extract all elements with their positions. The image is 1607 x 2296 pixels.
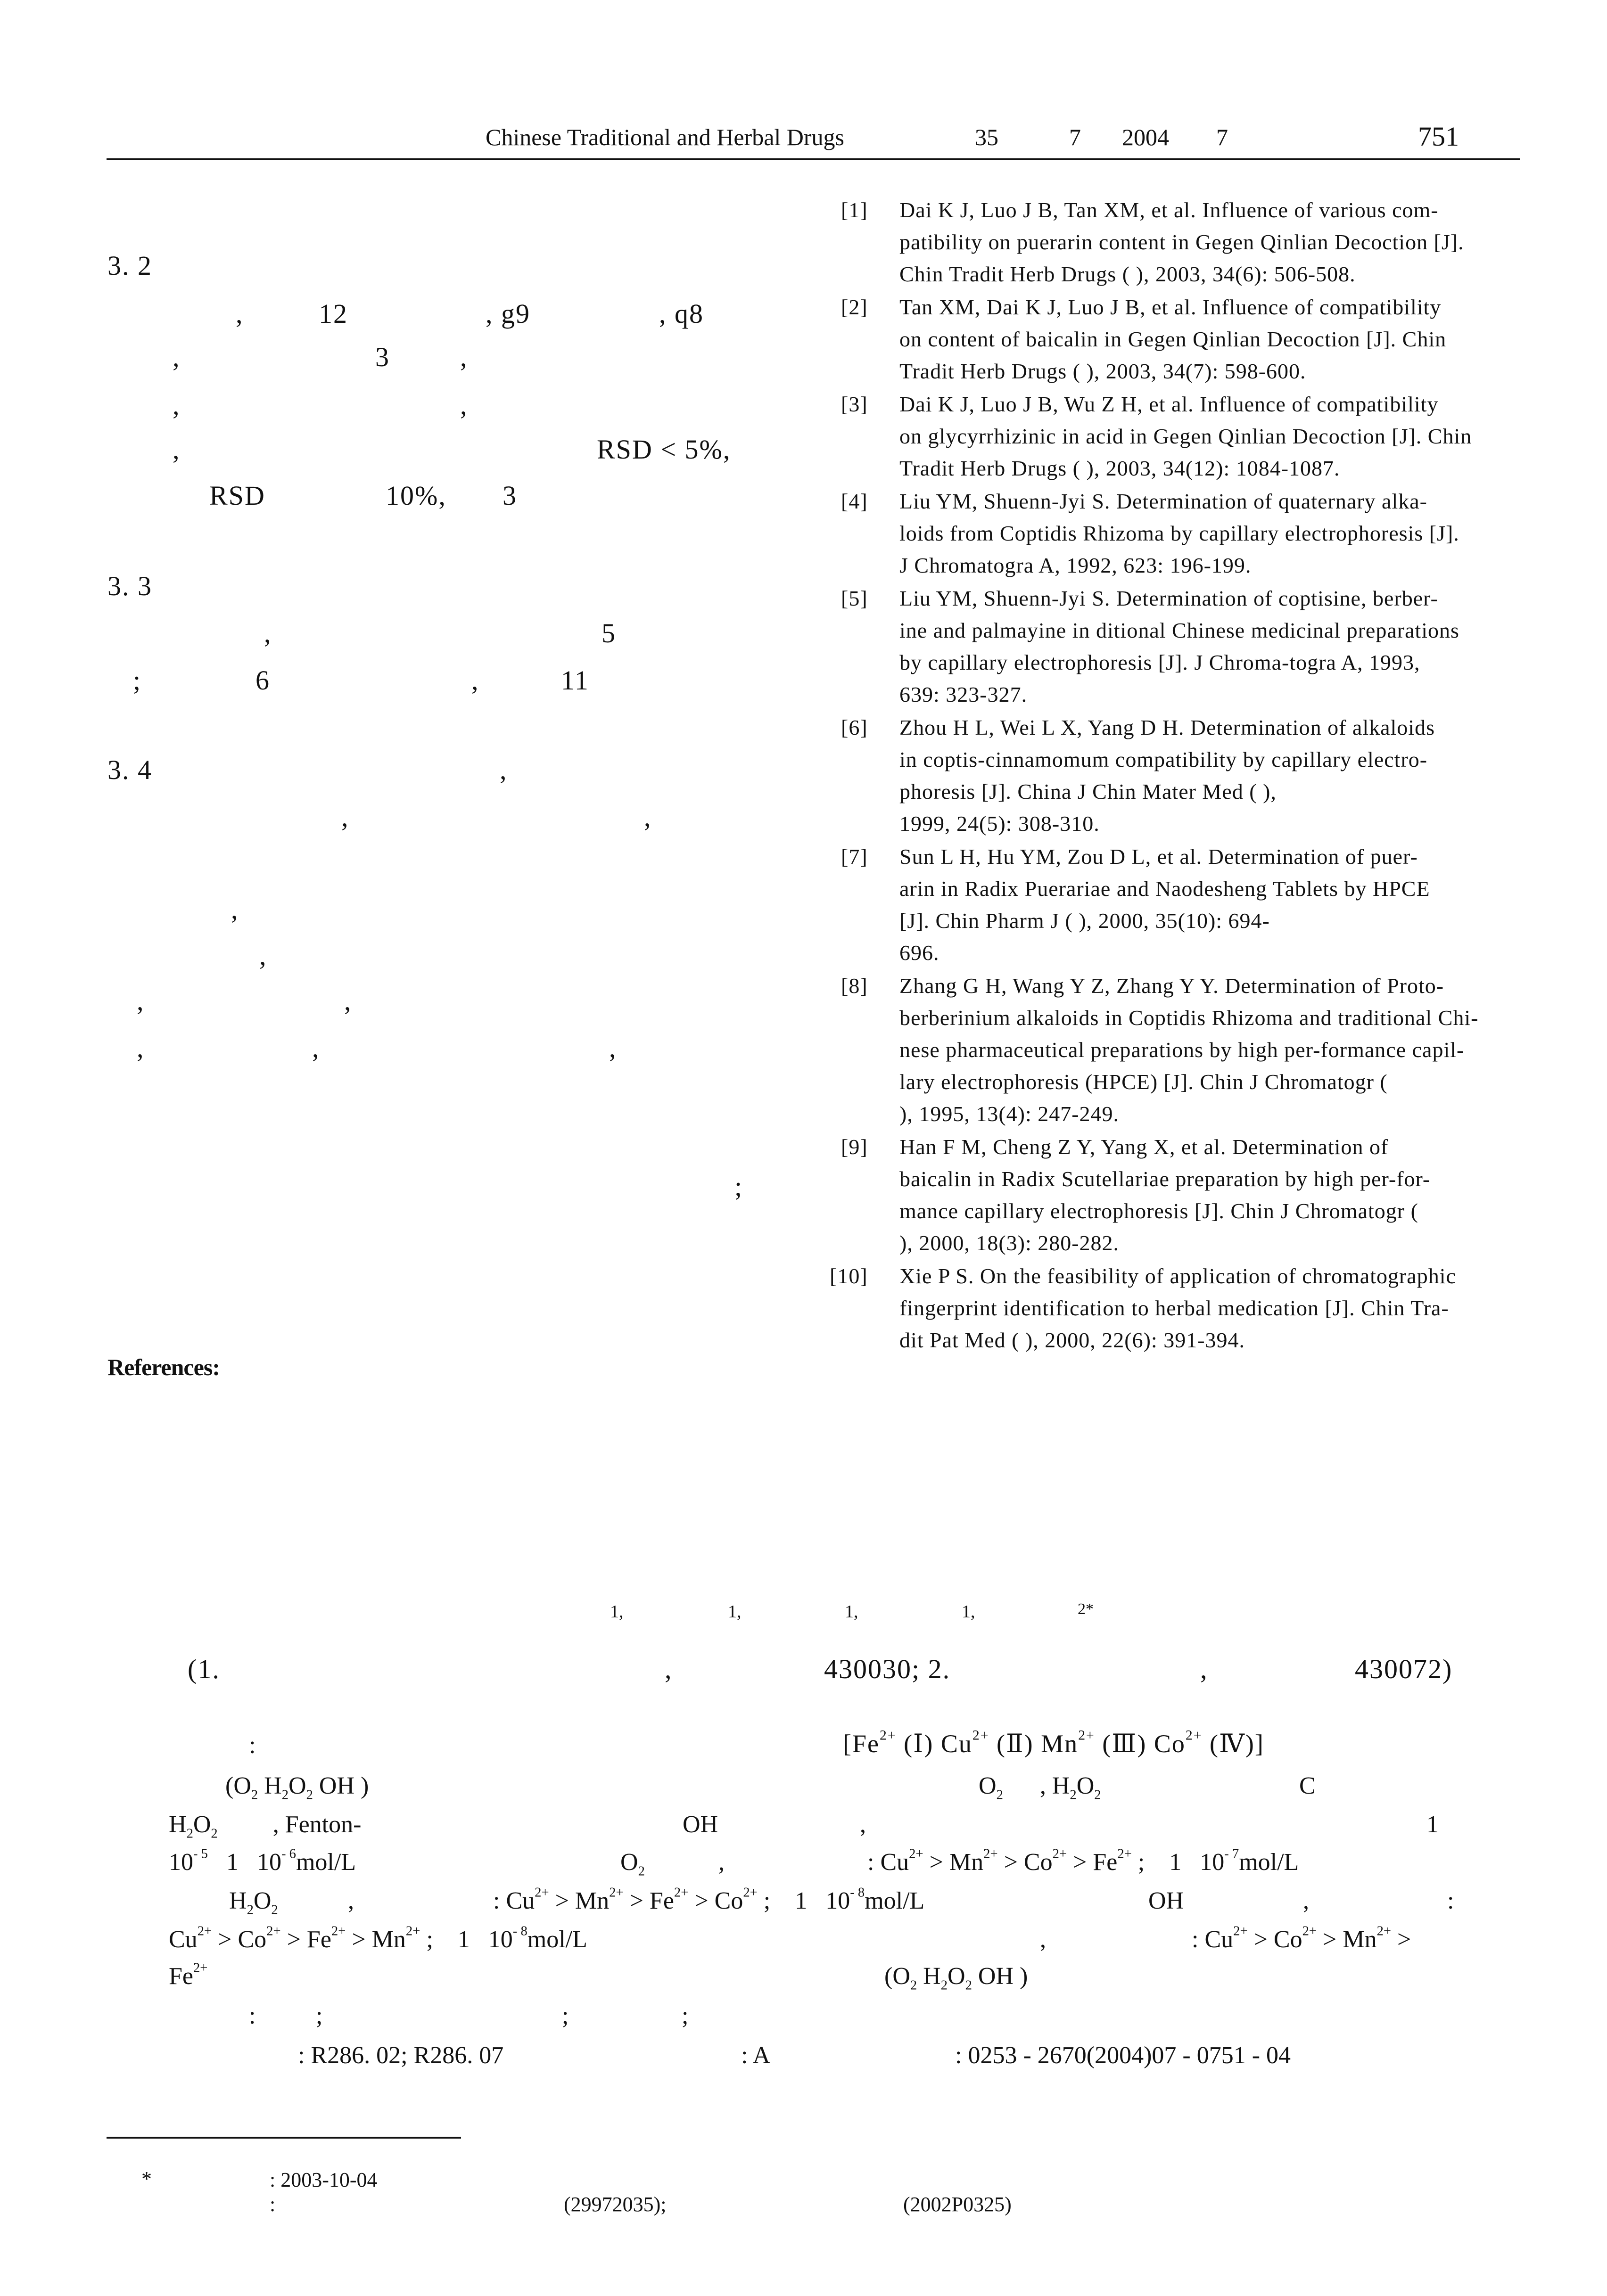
running-header-journal: Chinese Traditional and Herbal Drugs [486, 124, 845, 150]
abstract-order1: : $Cu^{2+} > Mn^{2+} > Co^{2+} > Fe^{2+}$ ; 1 $10^{- 7}mol/L$ [867, 1846, 1299, 1876]
section-heading-3-3: 3. 3 [107, 571, 152, 601]
reference-line: in coptis-cinnamomum compatibility by capillary electro- [899, 747, 1428, 771]
affiliation-prefix: (1. [188, 1654, 220, 1684]
reference-line: on glycyrrhizinic in acid in Gegen Qinlian Decoction [J]. Chin [899, 424, 1472, 448]
reference-number: [4] [841, 489, 868, 513]
abstract-one: 1 [1426, 1811, 1439, 1838]
running-header-year: 2004 [1122, 124, 1169, 150]
s33-l2-c: , [471, 665, 479, 696]
clc-number: : R286. 02; R286. 07 [298, 2042, 504, 2069]
article-id: : 0253 - 2670(2004)07 - 0751 - 04 [955, 2042, 1291, 2069]
reference-number: [10] [830, 1264, 868, 1288]
reference-line: ), 2000, 18(3): 280-282. [899, 1231, 1120, 1255]
section-heading-3-4: 3. 4 [107, 754, 152, 785]
s34-l0: , [500, 754, 508, 785]
s34-l4-a: , [137, 985, 145, 1016]
abstract-comma2: , [718, 1849, 725, 1876]
reference-line: Chin Tradit Herb Drugs ( ), 2003, 34(6): 506-508. [899, 262, 1356, 286]
reference-line: dit Pat Med ( ), 2000, 22(6): 391-394. [899, 1328, 1245, 1352]
reference-line: 1999, 24(5): 308-310. [899, 812, 1100, 836]
keywords-colon: : [249, 2002, 256, 2029]
reference-line: Tradit Herb Drugs ( ), 2003, 34(12): 1084-1087. [899, 456, 1340, 480]
header-rule [107, 158, 1520, 160]
reference-line: by capillary electrophoresis [J]. J Chroma-togra A, 1993, [899, 650, 1420, 674]
abstract-fe: $Fe^{2+}$ [169, 1960, 208, 1990]
reference-line: phoresis [J]. China J Chin Mater Med ( ), [899, 779, 1277, 804]
abstract-comma: , [860, 1811, 866, 1838]
s34-l1-a: , [341, 802, 349, 832]
abstract-h2o2-fenton: $H_2O_2$ , Fenton- [169, 1811, 362, 1841]
reference-line: Sun L H, Hu YM, Zou D L, et al. Determination of puer- [899, 845, 1418, 869]
abstract-h2o2-2: $H_2O_2$ [229, 1887, 278, 1918]
abstract-order2: : $Cu^{2+} > Mn^{2+} > Fe^{2+} > Co^{2+}$ ; 1 $10^{- 8}mol/L$ [493, 1885, 925, 1914]
s33-l2-a: ; [133, 665, 142, 696]
abstract-species: ($O_2$ $H_2O_2$ OH ) [225, 1772, 369, 1803]
keywords-sep: ; [316, 2002, 323, 2029]
reference-line: Dai K J, Luo J B, Tan XM, et al. Influence of various com- [899, 198, 1439, 222]
s33-l2-d: 11 [561, 665, 589, 696]
keywords-sep: ; [682, 2002, 689, 2029]
section-heading-3-2: 3. 2 [107, 250, 152, 281]
footnote-star: * [141, 2167, 152, 2190]
reference-line: 639: 323-327. [899, 682, 1028, 706]
reference-line: loids from Coptidis Rhizoma by capillary electrophoresis [J]. [899, 521, 1459, 545]
reference-line: mance capillary electrophoresis [J]. Chin J Chromatogr ( [899, 1199, 1418, 1223]
reference-line: Liu YM, Shuenn-Jyi S. Determination of coptisine, berber- [899, 586, 1438, 610]
reference-number: [2] [841, 295, 868, 319]
author-mark: 1, [845, 1602, 858, 1622]
reference-number: [5] [841, 586, 868, 610]
reference-line: patibility on puerarin content in Gegen Qinlian Decoction [J]. [899, 230, 1464, 254]
affiliation-comma2: , [1200, 1654, 1208, 1684]
reference-line: Xie P S. On the feasibility of application of chromatographic [899, 1264, 1456, 1288]
footnote-fund-colon: : [270, 2193, 276, 2216]
reference-line: [J]. Chin Pharm J ( ), 2000, 35(10): 694- [899, 909, 1270, 933]
reference-line: Dai K J, Luo J B, Wu Z H, et al. Influence of compatibility [899, 392, 1439, 416]
s32-l1-b: 12 [319, 298, 348, 329]
abstract-label-colon: : [249, 1732, 256, 1759]
s34-l5-b: , [312, 1033, 320, 1063]
s33-l1-a: , [264, 618, 272, 648]
s32-l2-c: , [460, 342, 468, 372]
s34-l4-b: , [344, 985, 352, 1016]
reference-number: [1] [841, 198, 868, 222]
s32-l5-b: 10%, [386, 480, 446, 511]
reference-number: [8] [841, 974, 868, 998]
reference-line: Tradit Herb Drugs ( ), 2003, 34(7): 598-600. [899, 359, 1306, 383]
reference-number: [6] [841, 715, 868, 739]
abstract-ions: [$Fe^{2+}$ (Ⅰ) $Cu^{2+}$ (Ⅱ) $Mn^{2+}$ (Ⅲ) $Co^{2+}$ (Ⅳ)] [843, 1728, 1264, 1758]
s34-l5-a: , [137, 1033, 145, 1063]
s34-l6: ; [734, 1171, 743, 1202]
affiliation-comma: , [665, 1654, 673, 1684]
s32-l1-c: , g9 [486, 298, 530, 329]
running-header-month: 7 [1216, 124, 1228, 150]
reference-line: arin in Radix Puerariae and Naodesheng Tablets by HPCE [899, 877, 1430, 901]
reference-line: J Chromatogra A, 1992, 623: 196-199. [899, 553, 1252, 577]
footnote-fund2: (2002P0325) [903, 2193, 1012, 2216]
keywords-sep: ; [562, 2002, 569, 2029]
footnote-received: : 2003-10-04 [270, 2168, 378, 2191]
s32-l5-c: 3 [503, 480, 517, 511]
abstract-colon2: : [1447, 1887, 1454, 1914]
reference-line: ), 1995, 13(4): 247-249. [899, 1102, 1120, 1126]
author-mark: 1, [728, 1602, 742, 1622]
reference-line: Han F M, Cheng Z Y, Yang X, et al. Determination of [899, 1135, 1389, 1159]
reference-line: Zhang G H, Wang Y Z, Zhang Y Y. Determination of Proto- [899, 974, 1444, 998]
document-code: : A [741, 2042, 771, 2069]
references-label: References: [107, 1354, 220, 1380]
s32-l2-a: , [173, 342, 181, 372]
reference-line: berberinium alkaloids in Coptidis Rhizoma and traditional Chi- [899, 1006, 1479, 1030]
reference-line: Liu YM, Shuenn-Jyi S. Determination of quaternary alka- [899, 489, 1427, 513]
reference-line: Zhou H L, Wei L X, Yang D H. Determination of alkaloids [899, 715, 1435, 739]
s32-l4-b: RSD < 5%, [597, 434, 731, 465]
reference-line: Tan XM, Dai K J, Luo J B, et al. Influence of compatibility [899, 295, 1442, 319]
footnote-fund1: (29972035); [564, 2193, 667, 2216]
s33-l2-b: 6 [255, 665, 270, 696]
author-mark: 1, [610, 1602, 624, 1622]
running-header-volume: 35 [975, 124, 998, 150]
footnote-rule [107, 2137, 461, 2139]
s34-l1-b: , [644, 802, 652, 832]
reference-number: [7] [841, 845, 868, 869]
reference-line: 696. [899, 941, 939, 965]
running-header-issue: 7 [1069, 124, 1081, 150]
reference-line: baicalin in Radix Scutellariae preparation by high per-for- [899, 1167, 1431, 1191]
reference-line: on content of baicalin in Gegen Qinlian Decoction [J]. Chin [899, 327, 1447, 351]
s32-l3-a: , [173, 390, 181, 420]
s34-l3: , [259, 940, 267, 971]
abstract-oh: OH [683, 1811, 718, 1838]
s32-l3-b: , [460, 390, 468, 420]
reference-number: [3] [841, 392, 868, 416]
s34-l5-c: , [609, 1033, 617, 1063]
abstract-comma3: , [348, 1887, 354, 1914]
reference-line: fingerprint identification to herbal medication [J]. Chin Tra- [899, 1296, 1449, 1320]
reference-line: lary electrophoresis (HPCE) [J]. Chin J Chromatogr ( [899, 1070, 1388, 1094]
abstract-oh2: OH [1148, 1887, 1184, 1914]
s32-l2-b: 3 [375, 342, 390, 372]
abstract-comma5: , [1040, 1926, 1046, 1953]
abstract-order4: : $Cu^{2+} > Co^{2+} > Mn^{2+}$ > [1192, 1924, 1411, 1953]
abstract-comma4: , [1303, 1887, 1309, 1914]
abstract-order3: $Cu^{2+} > Co^{2+} > Fe^{2+} > Mn^{2+}$ ; 1 $10^{- 8}mol/L$ [169, 1924, 587, 1953]
abstract-c: C [1299, 1772, 1316, 1799]
affiliation-zip1: 430030; 2. [824, 1654, 951, 1684]
abstract-o2-b: $O_2$ [620, 1849, 645, 1879]
reference-line: ine and palmayine in ditional Chinese medicinal preparations [899, 618, 1459, 642]
affiliation-zip2: 430072) [1355, 1654, 1453, 1684]
abstract-species2: ($O_2$ $H_2O_2$ OH ) [884, 1963, 1028, 1993]
author-mark: 1, [962, 1602, 975, 1622]
reference-number: [9] [841, 1135, 868, 1159]
reference-line: nese pharmaceutical preparations by high per-formance capil- [899, 1038, 1465, 1062]
s32-l1-a: , [236, 298, 244, 329]
s32-l1-d: , q8 [659, 298, 704, 329]
author-mark: 2* [1078, 1600, 1094, 1618]
abstract-conc1: $10^{- 5}$ 1 $10^{- 6}mol/L$ [169, 1846, 356, 1876]
s34-l2: , [231, 894, 239, 925]
s32-l5-a: RSD [209, 480, 265, 511]
abstract-o2: $O_2$ , $H_2O_2$ [979, 1772, 1101, 1803]
page-number: 751 [1418, 121, 1459, 152]
s33-l1-b: 5 [602, 618, 616, 648]
reference-list [830, 194, 1520, 1382]
s32-l4-a: , [173, 434, 181, 465]
